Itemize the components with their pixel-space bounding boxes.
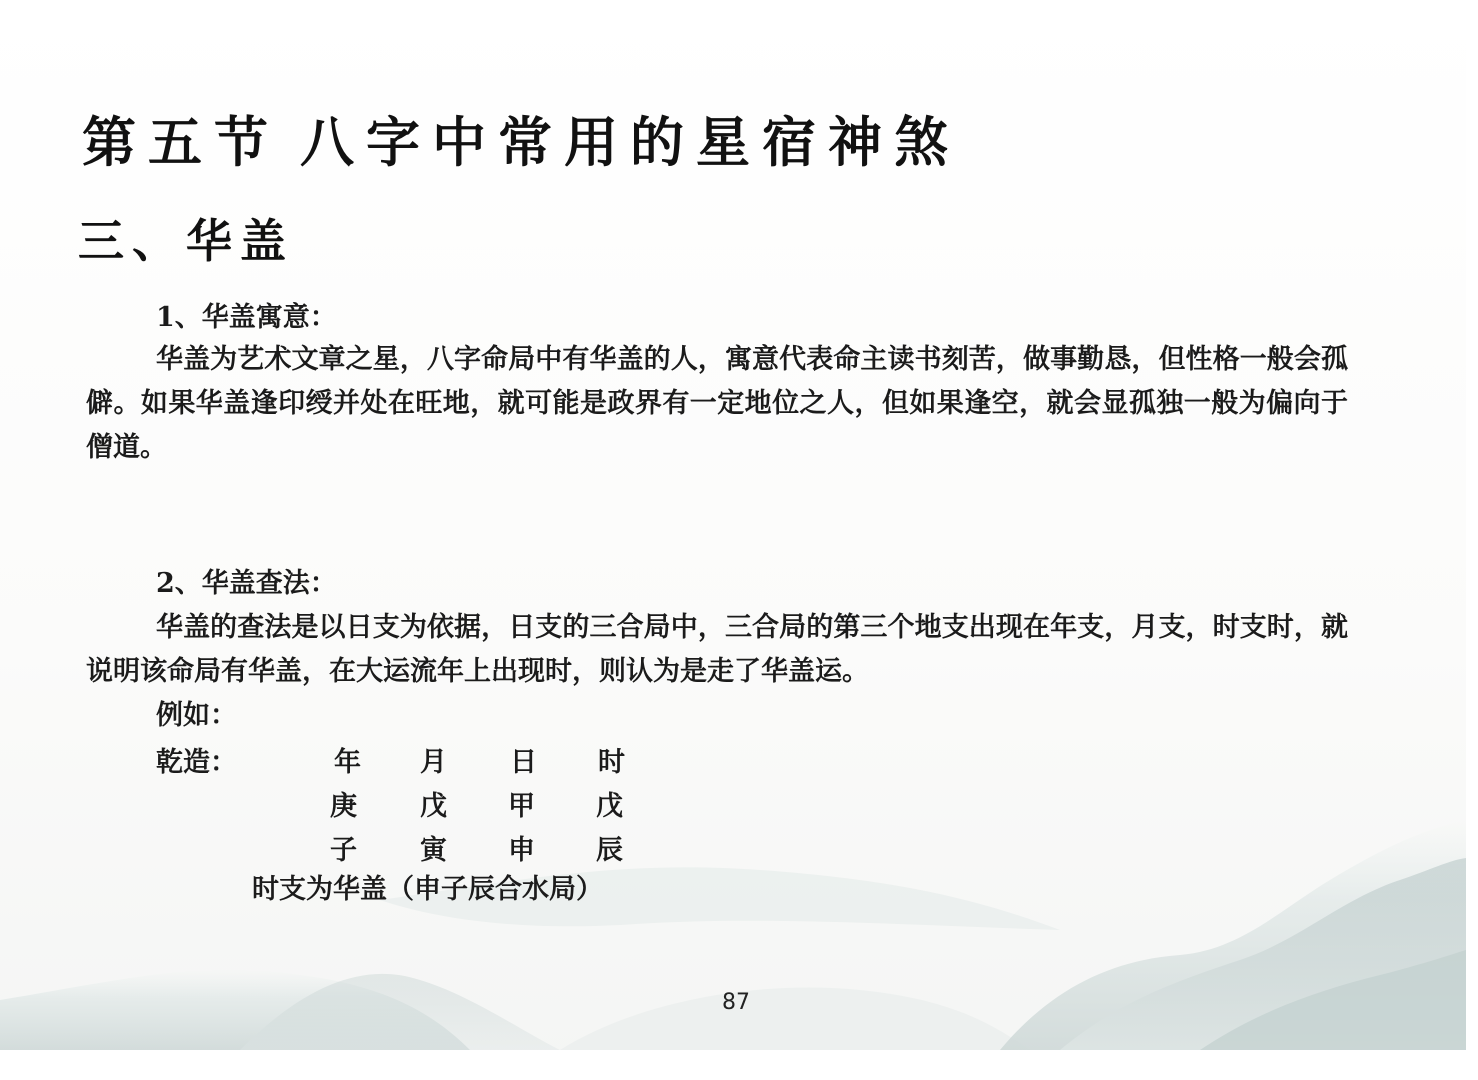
pillar-header-day: 日	[510, 747, 537, 778]
branch-month: 寅	[420, 835, 447, 866]
section1-body: 华盖为艺术文章之星，八字命局中有华盖的人，寓意代表命主读书刻苦，做事勤恳，但性格一般会孤僻。如果华盖逢印绶并处在旺地，就可能是政界有一定地位之人，但如果逢空，就会显孤独一般为偏向于僧道。	[86, 344, 1348, 463]
stem-hour: 戊	[596, 791, 623, 822]
chapter-title-text: 八字中常用的星宿神煞	[300, 110, 960, 174]
section1-heading: 1、华盖寓意：	[156, 302, 337, 333]
section-subtitle: 三、华盖	[78, 214, 294, 268]
page-bottom-margin	[0, 1050, 1478, 1080]
pillar-branch-row	[0, 828, 700, 868]
example-note: 时支为华盖（申子辰合水局）	[252, 874, 603, 905]
pillar-header-year: 年	[334, 747, 361, 778]
chapter-title-section: 第五节	[82, 110, 280, 174]
chapter-title	[82, 100, 960, 177]
branch-day: 申	[508, 835, 535, 866]
stem-year: 庚	[330, 791, 357, 822]
stem-day: 甲	[508, 791, 535, 822]
chart-label: 乾造：	[156, 747, 237, 778]
pillar-stem-row	[0, 784, 700, 824]
section2-body: 华盖的查法是以日支为依据，日支的三合局中，三合局的第三个地支出现在年支，月支，时支时，就说明该命局有华盖，在大运流年上出现时，则认为是走了华盖运。	[86, 612, 1348, 687]
branch-hour: 辰	[596, 835, 623, 866]
example-label: 例如：	[156, 700, 237, 731]
pillar-header-hour: 时	[598, 747, 625, 778]
section2-heading: 2、华盖查法：	[156, 568, 337, 599]
page-right-margin	[1466, 0, 1478, 1080]
pillar-header-row	[0, 740, 700, 780]
stem-month: 戊	[420, 791, 447, 822]
page-number: 87	[722, 990, 750, 1015]
branch-year: 子	[330, 835, 357, 866]
pillar-header-month: 月	[420, 747, 447, 778]
